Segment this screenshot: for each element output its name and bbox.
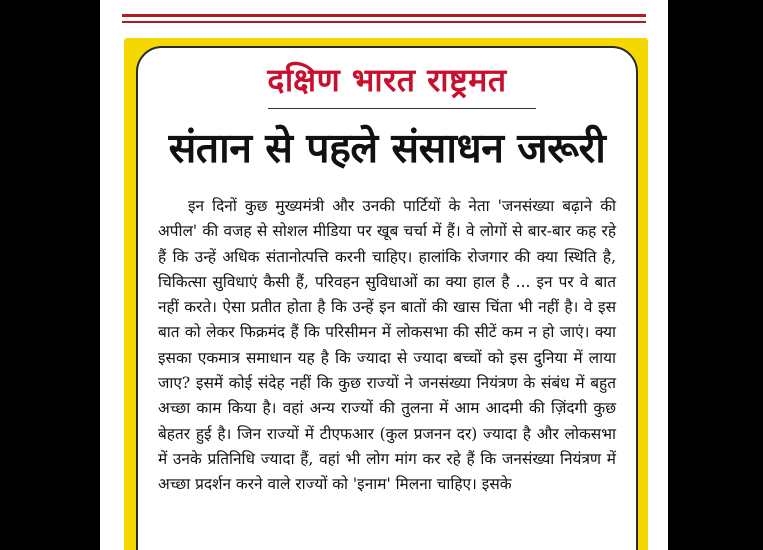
header-rules (122, 14, 646, 23)
article-headline: संतान से पहले संसाधन जरूरी (168, 124, 606, 172)
top-rule-line (122, 14, 646, 17)
article-body: इन दिनों कुछ मुख्यमंत्री और उनकी पार्टियों के नेता 'जनसंख्या बढ़ाने की अपील' की वजह से सोशल मीडिया पर खूब चर्चा में हैं। वे लोगों से बार-बार कह रहे हैं कि उन्हें अधिक संतानोत्पत्ति करनी चाहिए। हालांकि रोजगार की क्या स्थिति है, चिकित्सा सुविधाएं कैसी हैं, परिवहन सुविधाओं का क्या हाल है ... इन पर वे बात नहीं करते। ऐसा प्रतीत होता है कि उन्हें इन बातों की खास चिंता भी नहीं है। वे इस बात को लेकर फिक्रमंद हैं कि परिसीमन में लोकसभा की सीटें कम न हो जाएं। क्या इसका एकमात्र समाधान यह है कि ज्यादा से ज्यादा बच्चों को इस दुनिया में लाया जाए? इसमें कोई संदेह नहीं कि कुछ राज्यों ने जनसंख्या नियंत्रण के संबंध में बहुत अच्छा काम किया है। वहां अन्य राज्यों की तुलना में आम आदमी की ज़िंदगी कुछ बेहतर हुई है। जिन राज्यों में टीएफआर (कुल प्रजनन दर) ज्यादा है और लोकसभा में उनके प्रतिनिधि ज्यादा हैं, वहां भी लोग मांग कर रहे हैं कि जनसंख्या नियंत्रण में अच्छा प्रदर्शन करने वाले राज्यों को 'इनाम' मिलना चाहिए। इसके (158, 197, 616, 494)
newspaper-page (100, 0, 668, 550)
top-rule-line (122, 21, 646, 23)
masthead-title: दक्षिण भारत राष्ट्रमत (267, 61, 507, 99)
editorial-panel (136, 46, 638, 550)
masthead-divider (268, 108, 536, 109)
editorial-frame (124, 38, 648, 550)
